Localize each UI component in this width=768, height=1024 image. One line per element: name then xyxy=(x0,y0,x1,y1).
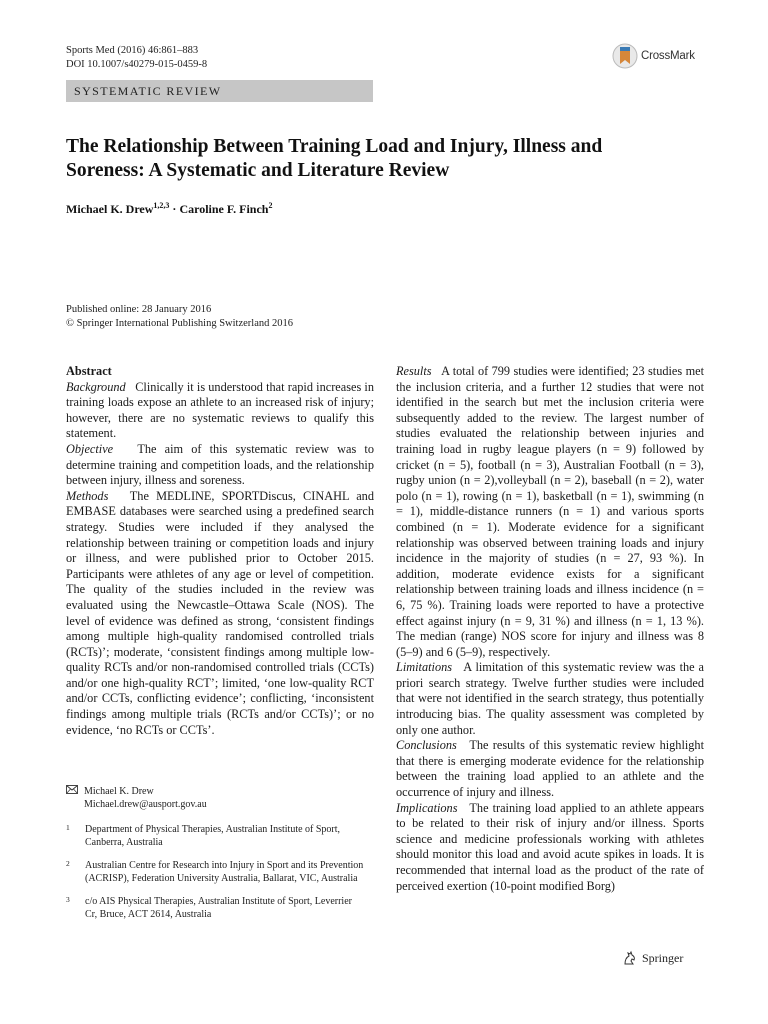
section-label: Methods xyxy=(66,488,109,503)
abstract-methods xyxy=(66,489,374,739)
affiliation-text: c/o AIS Physical Therapies, Australian Institute of Sport, Leverrier Cr, Bruce, ACT 2614, Australia xyxy=(85,896,352,920)
abstract-column-right xyxy=(396,364,704,894)
section-text: The training load applied to an athlete appears to be related to their risk of injury and/or illness. Sports science and medicine professionals working with athletes should monitor this load and avoid acute spikes in loads. It is recommended that internal load as the product of the rate of perceived exertion (10-point modified Borg) xyxy=(396,800,704,893)
affiliation-footnote xyxy=(66,859,366,885)
affiliation-number: 2 xyxy=(66,859,70,868)
crossmark-logo-icon xyxy=(612,42,638,70)
abstract-heading: Abstract xyxy=(66,364,112,378)
author-affiliation-marks: 2 xyxy=(268,201,273,210)
section-text: A total of 799 studies were identified; 23 studies met the inclusion criteria, and a further 12 studies that were not identified in the search but met the inclusion criteria were subsequently added to the review. The largest number of studies evaluated the relationship between injuries and training load in rugby league players (n = 9) followed by cricket (n = 5), football (n = 3), Australian Football (n = 3), rugby union (n = 2),volleyball (n = 2), baseball (n = 2), water polo (n = 1), rowing (n = 1), basketball (n = 1), swimming (n = 1), middle-distance runners (n = 1) and various sports combined (n = 1). Moderate evidence for a significant relationship was observed between training loads and injury incidence in the majority of studies (n = 27, 93 %). In addition, moderate evidence exists for a significant relationship between training loads and illness incidence (n = 6, 75 %). Training loads were reported to have a protective effect against injury (n = 9, 31 %) and illness (n = 1, 13 %). The median (range) NOS score for injury and illness was 8 (5–9) and 6 (5–9), respectively. xyxy=(396,364,705,659)
crossmark-badge[interactable] xyxy=(612,42,695,70)
abstract-background xyxy=(66,380,374,442)
affiliation-footnote xyxy=(66,895,366,921)
author-name[interactable]: Caroline F. Finch xyxy=(179,202,269,216)
section-type-bar xyxy=(66,80,373,102)
footnotes xyxy=(66,785,366,931)
publisher-label: Springer xyxy=(642,950,684,965)
envelope-icon xyxy=(66,785,78,794)
crossmark-label: CrossMark xyxy=(641,50,695,62)
abstract-column-left xyxy=(66,364,374,738)
doi-link[interactable]: DOI 10.1007/s40279-015-0459-8 xyxy=(66,59,208,70)
section-text: The aim of this systematic review was to determine training and competition loads, and the relationship between injury, illness and soreness. xyxy=(66,441,374,488)
section-text: Clinically it is understood that rapid increases in training loads expose an athlete to an increased risk of injury; however, there are no systematic reviews to qualify this statement. xyxy=(66,379,374,441)
section-label: Objective xyxy=(66,441,114,456)
article-title: The Relationship Between Training Load and Injury, Illness and Soreness: A Systematic and Literature Review xyxy=(66,136,603,181)
abstract-results xyxy=(396,364,704,660)
contact-name: Michael K. Drew xyxy=(84,786,154,797)
springer-horse-icon xyxy=(622,950,638,966)
contact-email-link[interactable]: Michael.drew@ausport.gov.au xyxy=(84,799,207,810)
section-label: SYSTEMATIC REVIEW xyxy=(74,83,222,98)
journal-citation: Sports Med (2016) 46:861–883 xyxy=(66,45,199,56)
section-label: Background xyxy=(66,379,126,394)
affiliation-number: 3 xyxy=(66,895,70,904)
springer-logo xyxy=(622,950,683,966)
published-online-date: Published online: 28 January 2016 xyxy=(66,304,212,315)
corresponding-author xyxy=(66,785,366,811)
author-list xyxy=(66,201,272,217)
section-text: A limitation of this systematic review was the a priori search strategy. Twelve further studies were included that were not identified in the search strategy, thus potentially introducing bias. The quality assessment was completed by only one author. xyxy=(396,660,705,737)
affiliation-text: Australian Centre for Research into Injury in Sport and its Prevention (ACRISP), Federation University Australia, Ballarat, VIC, Australia xyxy=(85,860,364,884)
affiliation-number: 1 xyxy=(66,823,70,832)
section-text: The results of this systematic review highlight that there is emerging moderate evidence for the relationship between the training load applied to an athlete and the occurrence of injury and illness. xyxy=(396,738,704,800)
abstract-implications xyxy=(396,801,704,895)
affiliation-text: Department of Physical Therapies, Australian Institute of Sport, Canberra, Australia xyxy=(85,824,341,848)
section-label: Implications xyxy=(396,800,458,815)
section-label: Limitations xyxy=(396,660,453,675)
section-label: Results xyxy=(396,364,432,378)
author-separator: · xyxy=(169,202,180,216)
abstract-conclusions xyxy=(396,738,704,800)
affiliation-footnote xyxy=(66,823,366,849)
copyright-notice: © Springer International Publishing Switzerland 2016 xyxy=(66,318,293,329)
author-affiliation-marks: 1,2,3 xyxy=(153,201,170,210)
abstract-objective xyxy=(66,442,374,489)
author-name[interactable]: Michael K. Drew xyxy=(66,202,154,216)
abstract-limitations xyxy=(396,660,704,738)
section-label: Conclusions xyxy=(396,738,457,753)
section-text: The MEDLINE, SPORTDiscus, CINAHL and EMBASE databases were searched using a predefined search strategy. Studies were included if they analysed the relationship between training or competition loads and injury or illness, and were published prior to October 2015. Participants were athletes of any age or level of competition. The quality of the studies included in the review was evaluated using the Newcastle–Ottawa Scale (NOS). The level of evidence was defined as strong, ‘consistent findings among multiple high-quality randomised controlled trials (RCTs)’; moderate, ‘consistent findings among multiple low-quality RCTs and/or non-randomised controlled trials (CCTs) and/or one high-quality RCT’; limited, ‘one low-quality RCT and/or CCTs, conflicting evidence’; conflicting, ‘inconsistent findings among multiple trials (RCTs and/or CCTs)’; or no evidence, ‘no RCTs or CCTs’. xyxy=(66,488,374,737)
